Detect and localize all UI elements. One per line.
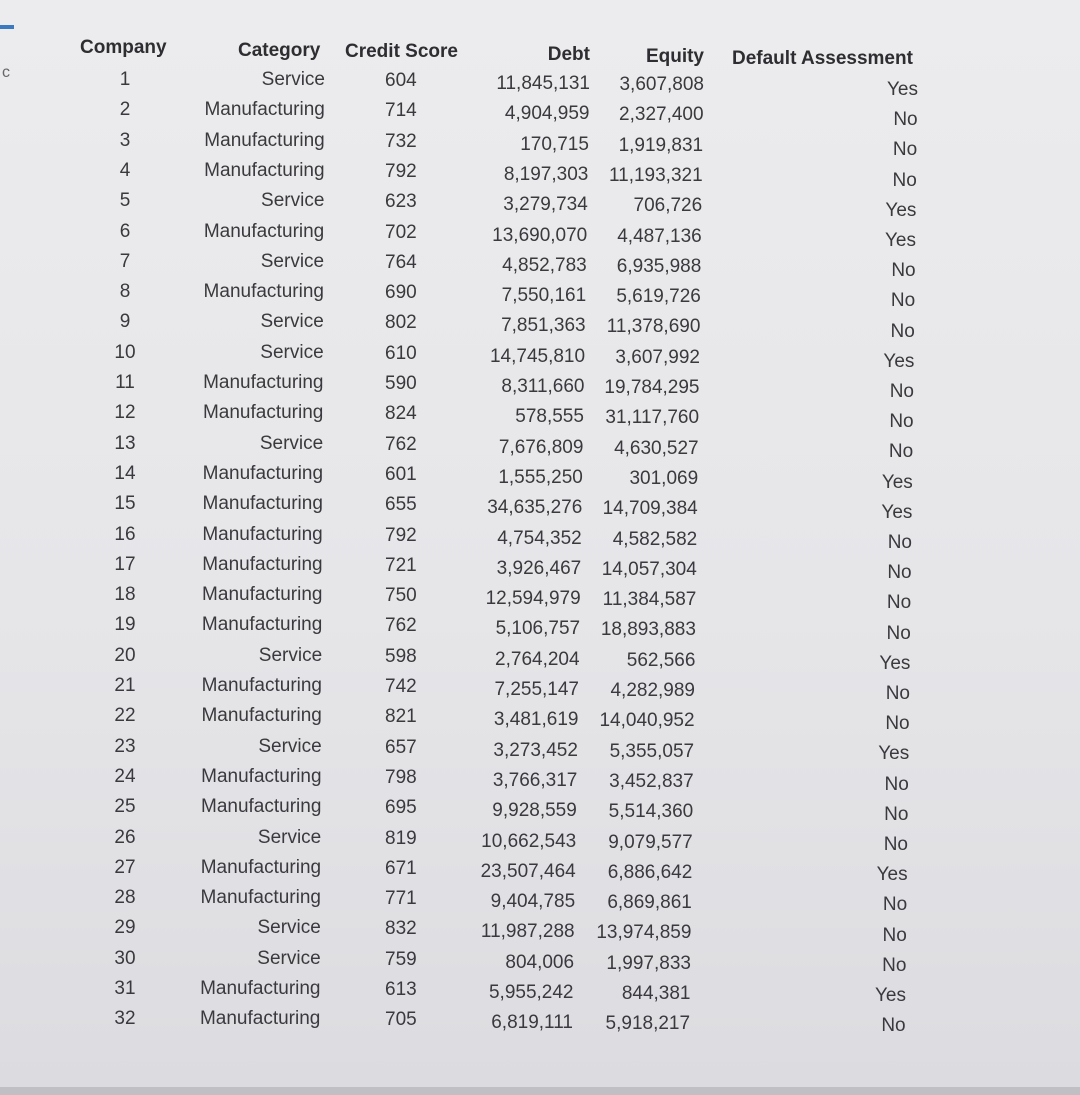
cell-debt: 11,987,288 [480, 921, 575, 943]
header-category: Category [238, 40, 321, 61]
cell-default-assessment: No [885, 713, 910, 735]
cell-company: 13 [114, 432, 136, 454]
cell-company: 15 [114, 493, 136, 515]
cell-default-assessment: Yes [885, 199, 917, 221]
cell-category: Manufacturing [201, 765, 322, 787]
cell-category: Manufacturing [203, 281, 324, 303]
cell-company: 23 [114, 735, 136, 757]
cell-debt: 13,690,070 [492, 224, 588, 246]
cell-default-assessment: Yes [881, 501, 913, 523]
cell-default-assessment: Yes [878, 743, 910, 765]
cell-debt: 8,197,303 [503, 163, 589, 185]
cell-equity: 301,069 [629, 467, 699, 489]
cell-company: 21 [114, 675, 136, 696]
cell-equity: 5,355,057 [609, 740, 695, 762]
cell-credit-score: 819 [385, 827, 417, 849]
cell-default-assessment: Yes [883, 350, 915, 372]
cell-credit-score: 759 [385, 948, 417, 970]
cell-equity: 4,582,582 [612, 528, 698, 550]
cell-credit-score: 671 [385, 857, 417, 879]
cell-equity: 19,784,295 [604, 377, 700, 398]
cell-debt: 23,507,464 [480, 860, 576, 882]
cell-equity: 5,619,726 [616, 286, 701, 308]
cell-default-assessment: No [892, 169, 917, 191]
cell-debt: 7,851,363 [501, 315, 586, 337]
cell-default-assessment: No [890, 320, 915, 342]
cell-equity: 4,282,989 [610, 680, 695, 701]
cell-debt: 34,635,276 [487, 497, 583, 519]
cell-credit-score: 802 [385, 312, 417, 334]
cell-credit-score: 832 [385, 918, 417, 940]
cell-credit-score: 590 [385, 373, 417, 394]
cell-debt: 7,255,147 [494, 679, 579, 700]
cell-company: 14 [114, 462, 136, 484]
cell-category: Service [258, 644, 323, 666]
cell-equity: 6,869,861 [607, 892, 692, 914]
cell-default-assessment: Yes [887, 79, 918, 100]
cell-company: 27 [114, 856, 136, 878]
cell-equity: 14,040,952 [599, 710, 695, 732]
cell-default-assessment: No [892, 139, 918, 161]
cell-company: 24 [114, 765, 136, 787]
cell-default-assessment: No [882, 954, 907, 976]
cell-category: Manufacturing [202, 402, 324, 424]
cell-equity: 5,514,360 [608, 801, 694, 823]
cell-default-assessment: No [887, 532, 912, 553]
cell-credit-score: 792 [385, 160, 417, 182]
cell-debt: 7,676,809 [498, 436, 584, 458]
cell-default-assessment: No [893, 109, 918, 131]
cell-default-assessment: Yes [875, 985, 906, 1006]
cell-credit-score: 824 [385, 403, 417, 425]
header-company: Company [80, 37, 167, 58]
cell-credit-score: 771 [385, 888, 417, 910]
cell-default-assessment: No [889, 411, 914, 433]
cell-credit-score: 702 [385, 221, 417, 243]
cell-default-assessment: No [881, 1015, 906, 1037]
cell-debt: 4,852,783 [502, 254, 587, 276]
cell-company: 5 [119, 190, 131, 212]
cell-equity: 11,384,587 [602, 589, 697, 611]
cell-category: Manufacturing [203, 220, 325, 242]
cell-credit-score: 732 [385, 130, 417, 152]
header-credit-score: Credit Score [345, 41, 458, 62]
cell-company: 6 [119, 220, 131, 242]
cell-equity: 562,566 [626, 649, 696, 671]
cell-company: 18 [114, 584, 136, 606]
cell-category: Manufacturing [200, 978, 321, 999]
cell-default-assessment: Yes [885, 230, 916, 251]
cell-credit-score: 601 [385, 463, 417, 485]
cell-category: Manufacturing [204, 99, 325, 121]
cell-company: 28 [114, 887, 136, 909]
header-equity: Equity [645, 46, 704, 67]
cell-default-assessment: No [882, 894, 908, 916]
cell-category: Service [260, 311, 324, 333]
cell-debt: 4,904,959 [504, 103, 590, 125]
cell-category: Manufacturing [200, 856, 322, 878]
cell-equity: 18,893,883 [600, 619, 696, 641]
cell-category: Manufacturing [204, 159, 325, 181]
cell-debt: 804,006 [505, 951, 575, 973]
cell-default-assessment: No [884, 773, 909, 795]
cell-credit-score: 798 [385, 766, 417, 788]
cell-debt: 3,926,467 [496, 557, 582, 579]
cell-credit-score: 821 [385, 706, 417, 728]
cell-debt: 11,845,131 [496, 73, 590, 94]
cell-default-assessment: No [887, 562, 912, 584]
cell-company: 4 [119, 159, 131, 181]
cell-company: 10 [114, 341, 136, 363]
cell-credit-score: 613 [385, 979, 417, 1000]
cell-category: Manufacturing [201, 614, 323, 636]
cell-company: 31 [114, 978, 136, 999]
cell-equity: 3,452,837 [609, 770, 694, 792]
cell-debt: 2,764,204 [495, 648, 580, 670]
cell-credit-score: 623 [385, 191, 417, 213]
cell-debt: 5,106,757 [495, 618, 581, 640]
cell-company: 20 [114, 644, 136, 666]
cell-default-assessment: Yes [876, 864, 908, 886]
cell-company: 11 [115, 372, 135, 393]
cell-category: Manufacturing [202, 493, 323, 515]
cell-debt: 12,594,979 [485, 588, 581, 610]
cell-category: Service [257, 947, 321, 969]
cell-equity: 14,709,384 [602, 498, 698, 520]
cell-company: 25 [114, 796, 136, 818]
cell-debt: 14,745,810 [489, 345, 586, 367]
cell-equity: 4,630,527 [614, 437, 699, 459]
cell-default-assessment: No [886, 622, 911, 644]
header-default-assessment: Default Assessment [732, 48, 913, 69]
cell-credit-score: 721 [385, 554, 417, 576]
cell-category: Service [259, 432, 324, 454]
cell-category: Manufacturing [201, 705, 322, 727]
cell-company: 16 [114, 523, 136, 545]
cell-equity: 14,057,304 [601, 558, 697, 580]
cell-debt: 7,550,161 [501, 285, 587, 307]
cell-equity: 1,997,833 [606, 952, 691, 974]
cell-default-assessment: No [888, 441, 914, 463]
cell-credit-score: 690 [385, 282, 417, 304]
cell-company: 22 [114, 705, 136, 727]
header-debt: Debt [547, 44, 590, 65]
cell-category: Service [261, 190, 325, 212]
cell-debt: 6,819,111 [491, 1012, 573, 1034]
cell-credit-score: 657 [385, 736, 417, 758]
cell-debt: 5,955,242 [488, 982, 574, 1003]
cell-equity: 31,117,760 [605, 407, 700, 429]
cell-debt: 9,404,785 [490, 891, 576, 913]
cell-equity: 11,378,690 [606, 316, 701, 338]
cell-category: Manufacturing [199, 1008, 321, 1030]
cell-company: 3 [119, 129, 131, 151]
cell-equity: 3,607,808 [619, 74, 704, 95]
cell-equity: 1,919,831 [618, 134, 704, 156]
cell-equity: 11,193,321 [608, 164, 703, 186]
cell-default-assessment: No [884, 803, 909, 825]
cell-default-assessment: No [886, 592, 912, 614]
cell-default-assessment: No [885, 683, 910, 704]
cell-credit-score: 764 [385, 251, 417, 273]
window-edge-letter: c [2, 64, 10, 81]
cell-equity: 4,487,136 [617, 225, 702, 247]
cell-equity: 9,079,577 [608, 831, 693, 853]
cell-debt: 3,273,452 [493, 739, 578, 761]
cell-company: 26 [114, 826, 136, 848]
cell-credit-score: 598 [385, 645, 417, 667]
cell-credit-score: 792 [385, 524, 417, 546]
cell-equity: 13,974,859 [596, 922, 692, 944]
cell-debt: 3,481,619 [493, 709, 579, 731]
cell-credit-score: 714 [385, 100, 417, 122]
cell-category: Service [260, 341, 324, 363]
cell-company: 19 [114, 614, 136, 636]
cell-category: Manufacturing [201, 675, 322, 696]
cell-equity: 6,935,988 [616, 255, 702, 277]
cell-equity: 6,886,642 [607, 861, 693, 883]
cell-category: Service [261, 69, 325, 90]
cell-equity: 844,381 [621, 983, 691, 1004]
cell-category: Manufacturing [202, 584, 323, 606]
cell-default-assessment: Yes [881, 471, 913, 493]
cell-default-assessment: No [882, 924, 907, 946]
cell-debt: 8,311,660 [501, 376, 585, 397]
cell-category: Manufacturing [202, 553, 323, 575]
cell-company: 17 [114, 553, 136, 575]
cell-default-assessment: Yes [879, 652, 911, 674]
cell-company: 9 [119, 311, 131, 333]
cell-company: 7 [119, 250, 131, 272]
cell-company: 30 [114, 947, 136, 969]
cell-default-assessment: No [891, 260, 916, 282]
cell-debt: 10,662,543 [481, 830, 577, 852]
cell-default-assessment: No [889, 381, 914, 402]
cell-debt: 3,279,734 [503, 194, 588, 216]
cell-credit-score: 695 [385, 797, 417, 819]
cell-equity: 2,327,400 [619, 104, 704, 126]
cell-category: Manufacturing [202, 523, 323, 545]
cell-debt: 4,754,352 [497, 527, 582, 549]
cell-category: Manufacturing [200, 887, 321, 909]
cell-company: 2 [119, 99, 131, 121]
cell-credit-score: 750 [385, 585, 417, 607]
cell-default-assessment: No [890, 290, 916, 312]
cell-debt: 3,766,317 [492, 769, 578, 791]
cell-debt: 578,555 [515, 406, 584, 428]
cell-category: Manufacturing [204, 129, 325, 151]
cell-equity: 3,607,992 [615, 346, 700, 368]
cell-company: 1 [119, 69, 131, 90]
cell-credit-score: 762 [385, 433, 417, 455]
cell-credit-score: 604 [385, 70, 417, 91]
cell-company: 12 [114, 402, 136, 424]
cell-company: 29 [114, 917, 136, 939]
cell-company: 8 [119, 281, 131, 303]
cell-category: Service [257, 917, 321, 939]
cell-credit-score: 705 [385, 1009, 417, 1031]
cell-category: Service [260, 250, 325, 272]
cell-credit-score: 655 [385, 494, 417, 516]
cell-credit-score: 610 [385, 342, 417, 364]
cell-equity: 5,918,217 [605, 1013, 691, 1035]
cell-credit-score: 742 [385, 676, 417, 697]
cell-company: 32 [114, 1008, 136, 1030]
cell-debt: 1,555,250 [498, 466, 583, 488]
cell-credit-score: 762 [385, 615, 417, 637]
cell-category: Manufacturing [202, 462, 324, 484]
cell-category: Service [257, 826, 322, 848]
cell-category: Service [258, 735, 322, 757]
cell-category: Manufacturing [201, 796, 322, 818]
cell-category: Manufacturing [203, 372, 324, 393]
cell-debt: 170,715 [520, 133, 589, 155]
cell-debt: 9,928,559 [492, 800, 577, 822]
cell-default-assessment: No [883, 834, 908, 855]
cell-equity: 706,726 [633, 195, 703, 217]
